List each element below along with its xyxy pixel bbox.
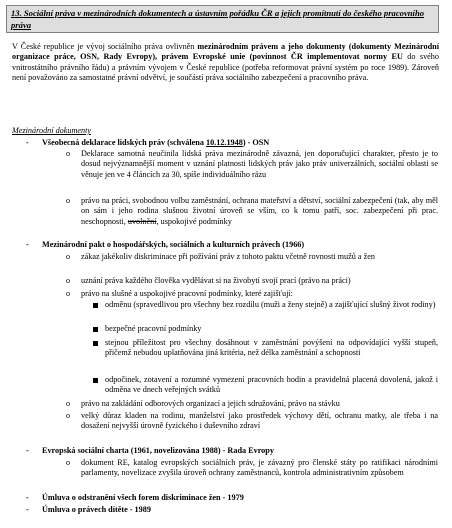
icescr-sub2: uznání práva každého člověka vydělávat si na živobytí svojí prací (právo na práci) <box>81 276 351 285</box>
udhr-sub1: Deklarace samotná neučinila lidská práva mezinárodně závazná, jen doporučující charakter, přesto je to dosud nejvýznamnější moment v uznání platnosti lidských práv jako práv univerzálních, sociální oblasti se věnuje jen ve 4 článcích za 30, spíše individuálního rázu <box>81 149 438 179</box>
square-bullet-icon <box>93 378 98 383</box>
list-dash: - <box>26 446 29 455</box>
section-label: Mezinárodní dokumenty <box>12 126 92 135</box>
sub-bullet: o <box>65 276 71 285</box>
intro-text-1: V České republice je vývoj sociálního práva ovlivněn <box>12 42 198 51</box>
icescr-bullet-3: stejnou příležitost pro všechny dosáhnout v zaměstnání povýšení na odpovídající vyšší stupeň, přičemž nebudou uplatňována jiná kritéria, než délka zaměstnání a schopnosti <box>105 338 438 358</box>
intro-bold: mezinárodním právem a jeho dokumenty (dokumenty Mezinárodní organizace práce, OSN, Rady Evropy), právem Evropské unie (povinnost ČR implementovat normy EU <box>12 42 439 62</box>
list-dash: - <box>26 493 29 502</box>
item-crc-title: Úmluva o právech dítěte - 1989 <box>42 505 151 514</box>
item-icescr-title: Mezinárodní pakt o hospodářských, sociálních a kulturních právech (1966) <box>42 240 305 249</box>
sub-bullet: o <box>65 196 71 205</box>
list-dash: - <box>26 240 29 249</box>
sub-bullet: o <box>65 289 71 298</box>
sub-bullet: o <box>65 399 71 408</box>
sub-bullet: o <box>65 458 71 467</box>
item-cedaw-title: Úmluva o odstranění všech forem diskriminace žen - 1979 <box>42 493 244 502</box>
udhr-sub2: právo na práci, svobodnou volbu zaměstnání, ochrana mateřství a dětství, sociální zabezpečení (tak, aby měl on sám i jeho rodina slušnou životní úroveň se vším, co k tomu patří, soc. zabezpečení při prac. neschopnosti, uvolnění, uspokojivé podmínky <box>81 196 438 226</box>
icescr-bullet-2: bezpečné pracovní podmínky <box>105 324 202 333</box>
square-bullet-icon <box>93 327 98 332</box>
esc-sub1: dokument RE, katalog evropských sociálních práv, je závazný pro členské státy po ratifikaci národními parlamenty, novelizace zvyšila úroveň ochrany zaměstnanců, kontrola administrativním způsobem <box>81 458 438 478</box>
sub-bullet: o <box>65 149 71 158</box>
icescr-sub1: zákaz jakékoliv diskriminace při požívání práv z tohoto paktu včetně rovnosti mužů a žen <box>81 252 375 261</box>
square-bullet-icon <box>93 341 98 346</box>
sub-bullet: o <box>65 411 71 420</box>
square-bullet-icon <box>93 303 98 308</box>
icescr-sub5: velký důraz kladen na rodinu, manželství jako prostředek výchovy dětí, ochranu matky, ale třeba i na dosažení nejvyšší úrovně fyzického i duševního zdraví <box>81 411 438 431</box>
intro-paragraph <box>12 42 439 83</box>
item-esc-title: Evropská sociální charta (1961, novelizována 1988) - Rada Evropy <box>42 446 274 455</box>
icescr-bullet-1: odměnu (spravedlivou pro všechny bez rozdílu (muži a ženy stejně) a zajišťující slušný život rodiny) <box>105 300 436 309</box>
icescr-sub4: právo na zakládání odborových organizací a jejich sdružování, právo na stávku <box>81 399 340 408</box>
list-dash: - <box>26 138 29 147</box>
sub-bullet: o <box>65 252 71 261</box>
item-udhr-title: Všeobecná deklarace lidských práv (schválena 10.12.1948) - OSN <box>42 138 270 147</box>
icescr-bullet-4: odpočinek, zotavení a rozumné vymezení pracovních hodin a pravidelná placená dovolená, jakož i odměna ve dnech veřejných svátků <box>105 375 438 395</box>
icescr-sub3: právo na slušné a uspokojivé pracovní podmínky, které zajišťují: <box>81 289 293 298</box>
intro-text-2: do svého vnitrostátního právního řádu) a právním vývojem v České republice (potřeba reformovat právní systém po roce 1989). Zároveň není považováno za samostatné právní odvětví, je součástí práva sociálního zabezpečení a pracovního práva. <box>12 52 439 82</box>
section-heading: 13. Sociální práva v mezinárodních dokumentech a ústavním pořádku ČR a jejich promítnutí do českého pracovního práva <box>6 5 439 33</box>
list-dash: - <box>26 505 29 514</box>
